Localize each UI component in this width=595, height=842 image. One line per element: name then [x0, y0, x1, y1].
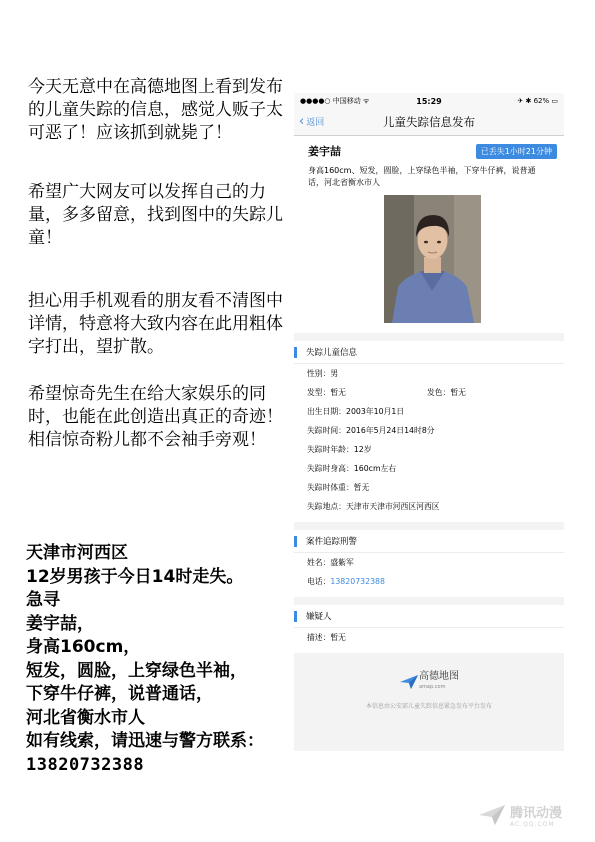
suspect-section: [294, 605, 564, 653]
police-section: [294, 530, 564, 597]
watermark-sub: AC.QQ.COM: [510, 821, 555, 828]
row-label: 出生日期：: [307, 407, 346, 416]
row-value: 2016年5月24日14时8分: [345, 426, 435, 435]
carrier-signal: ●●●●○ 中国移动 ᯤ: [300, 97, 370, 105]
summary-line: 姜宇喆，: [26, 613, 94, 634]
phone-footer: [294, 671, 564, 739]
summary-line: 急寻: [26, 590, 60, 610]
status-time: 15:29: [416, 96, 442, 106]
child-photo-illustration: [384, 195, 481, 323]
row-value: 天津市天津市河西区河西区: [345, 502, 440, 511]
child-description: 身高160cm、短发，圆脸，上穿绿色半袖，下穿牛仔裤，说普通话，河北省衡水市人: [308, 166, 536, 187]
section-title: 失踪儿童信息: [306, 348, 358, 358]
row-value: 男: [330, 369, 339, 378]
row-label: 描述：: [307, 633, 331, 642]
amap-logo-icon: [399, 674, 419, 690]
back-button[interactable]: [299, 115, 324, 128]
row-label: 失踪时身高：: [307, 464, 354, 473]
row-value: 暂无: [353, 483, 370, 492]
row-label: 发色：: [427, 388, 451, 397]
section-title: 案件追踪刑警: [306, 537, 358, 547]
chevron-left-icon: ‹: [299, 113, 305, 129]
nav-title: 儿童失踪信息发布: [383, 115, 475, 129]
nav-bar: [294, 109, 564, 136]
suspect-desc-row: [294, 628, 564, 647]
info-row-lost-place: [294, 497, 564, 516]
footer-note: 本信息由公安部儿童失踪信息紧急发布平台发布: [365, 703, 492, 710]
intro-paragraph-4: 希望惊奇先生在给大家娱乐的同时，也能在此创造出真正的奇迹！相信惊奇粉儿都不会袖手旁观！: [28, 384, 283, 450]
info-row-gender: [294, 364, 564, 383]
info-row-lost-height: [294, 459, 564, 478]
summary-line: 12岁男孩于今日14时走失。: [26, 566, 244, 587]
row-value: 暂无: [330, 388, 346, 397]
row-value: 2003年10月1日: [345, 407, 405, 416]
row-value: 12岁: [353, 445, 372, 454]
watermark-text: 腾讯动漫: [510, 806, 563, 821]
row-value: 160cm左右: [353, 464, 397, 473]
row-value: 暂无: [450, 388, 466, 397]
missing-child-info-section: [294, 341, 564, 522]
police-name-row: [294, 553, 564, 572]
intro-paragraph-3: 担心用手机观看的朋友看不清图中详情，特意将大致内容在此用粗体字打出，望扩散。: [28, 291, 283, 357]
intro-paragraph-1: 今天无意中在高德地图上看到发布的儿童失踪的信息，感觉人贩子太可恶了！应该抓到就毙了！: [28, 77, 283, 143]
bold-summary: [26, 542, 316, 777]
row-label: 失踪时间：: [307, 426, 346, 435]
section-marker: [294, 611, 297, 622]
row-label: 姓名：: [307, 558, 331, 567]
summary-line: 天津市河西区: [26, 543, 128, 563]
info-row-lost-time: [294, 421, 564, 440]
watermark: [477, 802, 562, 828]
row-label: 失踪地点：: [307, 502, 346, 511]
summary-line: 短发，圆脸，上穿绿色半袖，: [26, 660, 247, 681]
child-card: [294, 136, 564, 333]
child-photo: [384, 195, 481, 323]
amap-brand: 高德地图: [419, 671, 459, 682]
info-row-lost-age: [294, 440, 564, 459]
phone-screenshot: [294, 93, 564, 751]
row-value: 盛紫军: [330, 558, 354, 567]
row-label: 电话：: [307, 577, 331, 586]
row-label: 性别：: [307, 369, 331, 378]
row-label: 失踪时年龄：: [307, 445, 354, 454]
row-value: 暂无: [330, 633, 346, 642]
police-phone-row: [294, 572, 564, 591]
summary-phone-number: 13820732388: [26, 754, 145, 775]
watermark-logo-icon: [477, 803, 507, 827]
section-marker: [294, 536, 297, 547]
battery-indicator: ✈ ✱ 62% ▭: [517, 97, 558, 105]
info-row-birth: [294, 402, 564, 421]
summary-line: 下穿牛仔裤，说普通话，: [26, 684, 213, 704]
info-row-hair: [294, 383, 564, 402]
back-label: 返回: [306, 118, 325, 128]
info-row-lost-weight: [294, 478, 564, 497]
section-title: 嫌疑人: [306, 612, 332, 622]
lost-duration-badge: 已丢失1小时21分钟: [476, 144, 557, 159]
row-label: 失踪时体重：: [307, 483, 354, 492]
summary-line: 河北省衡水市人: [26, 707, 145, 728]
amap-brand-sub: amap.com: [419, 684, 446, 690]
status-bar: [294, 93, 564, 109]
intro-paragraph-2: 希望广大网友可以发挥自己的力量，多多留意，找到图中的失踪儿童！: [28, 182, 283, 248]
police-phone-link[interactable]: 13820732388: [330, 577, 385, 586]
section-marker: [294, 347, 297, 358]
child-name: 姜宇喆: [308, 145, 341, 158]
summary-line: 如有线索，请迅速与警方联系：: [26, 731, 264, 751]
summary-line: 身高160cm，: [26, 637, 141, 657]
row-label: 发型：: [307, 388, 331, 397]
